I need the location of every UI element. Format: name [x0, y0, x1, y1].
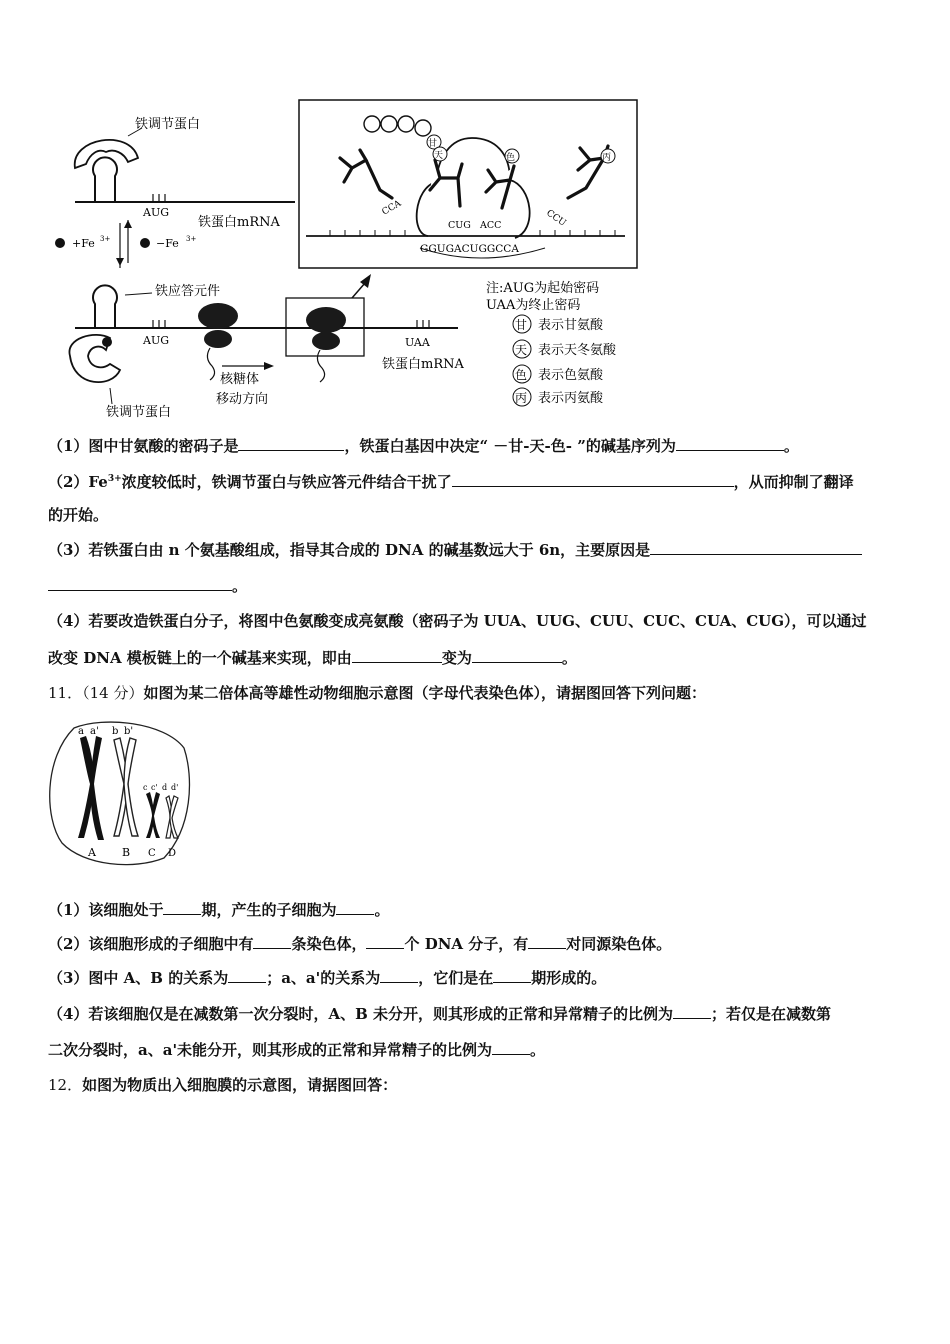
anticodon-2: CUG [448, 220, 471, 231]
answer-blank[interactable] [380, 966, 418, 983]
top-mrna-strand [75, 157, 295, 202]
q10-part1: （1）图中甘氨酸的密码子是 ，铁蛋白基因中决定“ －甘-天-色- ”的碱基序列为 。 [48, 434, 906, 457]
svg-text:C: C [148, 848, 156, 859]
fe-ion-dot [140, 238, 150, 248]
legend-item [513, 388, 604, 406]
q11-part4: （4）若该细胞仅是在减数第一次分裂时，A、B 未分开，则其形成的正常和异常精子的比例为 ；若仅是在减数第 [48, 1002, 906, 1025]
svg-text:c': c' [151, 783, 158, 792]
fe-ion-dot [55, 238, 65, 248]
anticodon-3: ACC [480, 220, 502, 231]
svg-text:d': d' [171, 783, 179, 792]
svg-text:D: D [168, 848, 177, 859]
svg-text:d: d [162, 783, 168, 792]
cell-chromosome-figure [44, 718, 204, 868]
legend-item [513, 365, 604, 383]
chromosome-C [146, 792, 160, 838]
note-stop-codon: UAA为终止密码 [486, 298, 581, 313]
answer-blank[interactable] [253, 932, 291, 949]
svg-text:表示天冬氨酸: 表示天冬氨酸 [538, 343, 617, 358]
legend-item [513, 315, 604, 333]
anticodon-1: CCA [380, 198, 404, 218]
note-start-codon: 注:AUG为起始密码 [486, 281, 600, 296]
q11-part3: （3）图中 A、B 的关系为 ；a、a'的关系为 ，它们是在 期形成的。 [48, 966, 906, 989]
label-minus-fe: −Fe [156, 237, 179, 250]
label-plus-fe: +Fe [72, 237, 95, 250]
answer-blank[interactable] [163, 898, 201, 915]
aa-gan: 甘 [428, 139, 438, 149]
label-ribosome-dir-2: 移动方向 [216, 392, 269, 407]
svg-text:a: a [78, 726, 84, 737]
label-uaa: UAA [405, 336, 430, 349]
answer-blank[interactable] [493, 966, 531, 983]
chromosome-A [78, 736, 104, 840]
answer-blank[interactable] [528, 932, 566, 949]
answer-blank[interactable] [492, 1038, 530, 1055]
answer-blank[interactable] [238, 434, 344, 451]
q10-part2-cont: 的开始。 [48, 506, 109, 524]
svg-text:天: 天 [515, 343, 528, 357]
ribosome-1 [198, 303, 238, 380]
q12-stem: 12．如图为物质出入细胞膜的示意图，请据图回答： [48, 1076, 398, 1094]
answer-blank[interactable] [48, 574, 232, 591]
anticodon-4: CCU [544, 208, 568, 229]
ribosome-2 [306, 307, 346, 382]
answer-blank[interactable] [352, 646, 442, 663]
svg-text:A: A [88, 846, 96, 859]
q11-part2: （2）该细胞形成的子细胞中有 条染色体， 个 DNA 分子，有 对同源染色体。 [48, 932, 906, 955]
aa-se: 色 [506, 153, 516, 163]
label-regulator-top: 铁调节蛋白 [135, 117, 201, 132]
svg-text:色: 色 [515, 368, 528, 382]
answer-blank[interactable] [673, 1002, 711, 1019]
answer-blank[interactable] [366, 932, 404, 949]
svg-text:a': a' [90, 726, 99, 737]
q11-part1: （1）该细胞处于 期，产生的子细胞为 。 [48, 898, 906, 921]
iron-regulator-protein-top [75, 140, 138, 168]
answer-blank[interactable] [452, 470, 734, 487]
question-number: 12． [48, 1076, 83, 1094]
fe-ion-dot [102, 337, 112, 347]
svg-text:c: c [143, 783, 148, 792]
answer-blank[interactable] [228, 966, 266, 983]
q10-part3: （3）若铁蛋白由 n 个氨基酸组成，指导其合成的 DNA 的碱基数远大于 6n，主要原因是 [48, 538, 906, 561]
aa-tian: 天 [434, 151, 444, 161]
svg-text:B: B [122, 846, 131, 859]
q11-part4-cont: 二次分裂时，a、a'未能分开，则其形成的正常和异常精子的比例为 。 [48, 1038, 906, 1061]
answer-blank[interactable] [472, 646, 562, 663]
svg-text:b: b [112, 726, 119, 737]
mrna-sequence: GGUGACUGGCCA [420, 243, 519, 255]
question-number: 11． [48, 684, 83, 702]
chromosome-D [166, 796, 178, 838]
q10-part4-cont: 改变 DNA 模板链上的一个碱基来实现，即由 变为 。 [48, 646, 906, 669]
label-aug-top: AUG [143, 206, 170, 219]
label-ire: 铁应答元件 [155, 284, 221, 299]
label-regulator-bottom: 铁调节蛋白 [106, 405, 172, 420]
q10-part2: $(2)Fe^{3+}$浓度较低时，铁调节蛋白与铁应答元件结合干扰了 ，从而抑制了翻译 [48, 468, 906, 493]
chromosome-B [114, 738, 138, 836]
q11-stem: 11．（14 分）如图为某二倍体高等雄性动物细胞示意图（字母代表染色体），请据图回答下列问题： [48, 684, 706, 702]
iron-regulation-figure [40, 98, 640, 420]
bottom-mrna-strand [75, 285, 458, 328]
svg-text:3+: 3+ [100, 235, 111, 243]
svg-text:表示色氨酸: 表示色氨酸 [538, 368, 604, 383]
answer-blank[interactable] [336, 898, 374, 915]
label-mrna-bottom: 铁蛋白mRNA [382, 357, 464, 372]
svg-text:丙: 丙 [515, 391, 528, 405]
answer-blank[interactable] [676, 434, 784, 451]
answer-blank[interactable] [650, 538, 862, 555]
svg-text:表示甘氨酸: 表示甘氨酸 [538, 318, 604, 333]
label-aug-bottom: AUG [143, 334, 170, 347]
iron-regulator-protein-bottom [69, 335, 120, 382]
question-score: （14 分） [82, 684, 144, 702]
svg-text:b': b' [124, 726, 134, 737]
svg-text:表示丙氨酸: 表示丙氨酸 [538, 391, 604, 406]
q10-part3-cont: 。 [48, 574, 906, 597]
svg-text:甘: 甘 [515, 318, 528, 332]
aa-bing: 丙 [602, 153, 612, 163]
label-mrna-top: 铁蛋白mRNA [198, 215, 280, 230]
legend-item [513, 340, 617, 358]
label-ribosome-dir-1: 核糖体 [220, 372, 260, 387]
q10-part4: （4）若要改造铁蛋白分子，将图中色氨酸变成亮氨酸（密码子为 UUA、UUG、CUU、CUC、CUA、CUG），可以通过 [48, 612, 867, 630]
svg-text:3+: 3+ [186, 235, 197, 243]
